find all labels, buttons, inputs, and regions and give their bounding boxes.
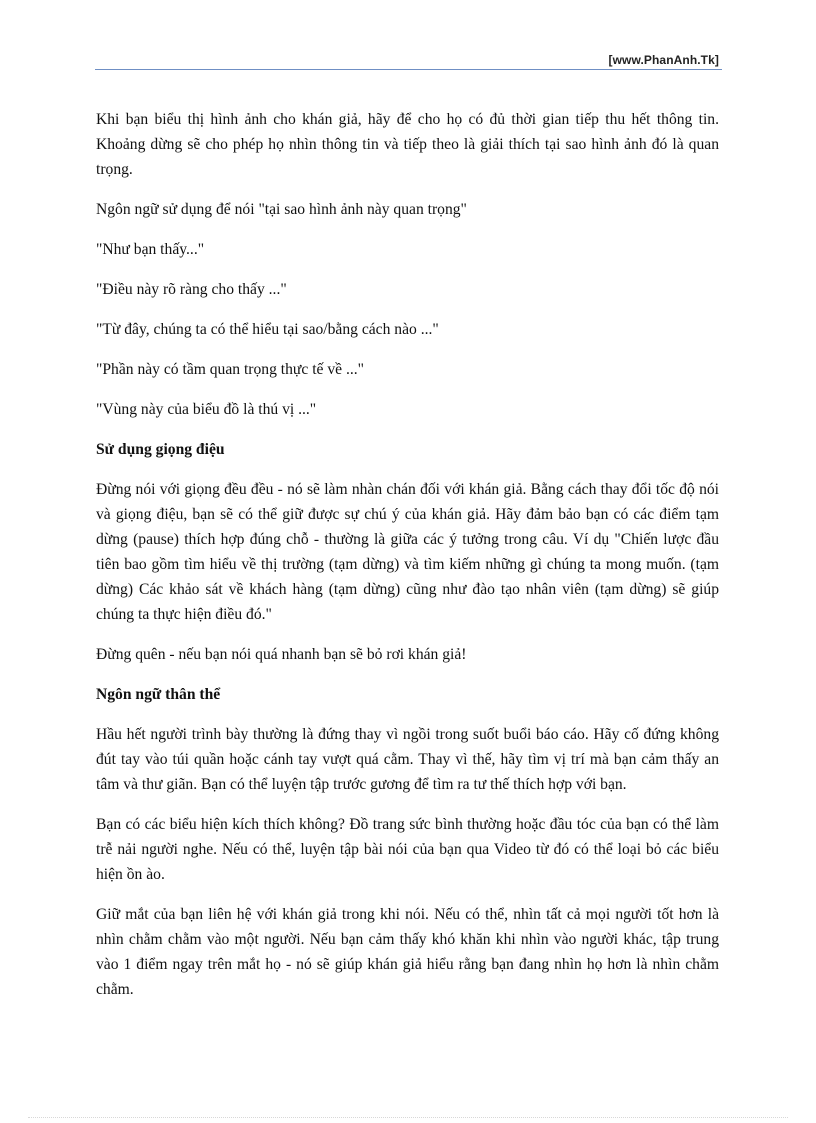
body-paragraph: Bạn có các biểu hiện kích thích không? Đồ trang sức bình thường hoặc đầu tóc của bạn có thể làm trễ nải người nghe. Nếu có thể, luyện tập bài nói của bạn qua Video từ đó có thể loại bỏ các biểu hiện ồn ào. bbox=[96, 816, 719, 883]
section-heading: Ngôn ngữ thân thể bbox=[96, 686, 221, 703]
example-phrase: "Vùng này của biểu đồ là thú vị ..." bbox=[96, 401, 317, 418]
body-paragraph: Đừng quên - nếu bạn nói quá nhanh bạn sẽ bỏ rơi khán giả! bbox=[96, 646, 467, 663]
example-phrase: "Điều này rõ ràng cho thấy ..." bbox=[96, 281, 287, 298]
example-phrase: "Phần này có tầm quan trọng thực tế về ..." bbox=[96, 361, 365, 378]
section-heading: Sử dụng giọng điệu bbox=[96, 441, 225, 458]
page-bottom-edge bbox=[28, 1117, 788, 1118]
body-paragraph: Ngôn ngữ sử dụng để nói "tại sao hình ảnh này quan trọng" bbox=[96, 201, 467, 218]
body-paragraph: Giữ mắt của bạn liên hệ với khán giả trong khi nói. Nếu có thể, nhìn tất cả mọi người tốt hơn là nhìn chằm chằm vào một người. Nếu bạn cảm thấy khó khăn khi nhìn vào người khác, tập trung vào 1 điểm ngay trên mắt họ - nó sẽ giúp khán giả hiểu rằng bạn đang nhìn họ hơn là nhìn chằm chằm. bbox=[96, 906, 719, 998]
body-paragraph: Khi bạn biểu thị hình ảnh cho khán giả, hãy để cho họ có đủ thời gian tiếp thu hết thông tin. Khoảng dừng sẽ cho phép họ nhìn thông tin và tiếp theo là giải thích tại sao hình ảnh đó là quan trọng. bbox=[96, 111, 719, 178]
document-body bbox=[96, 107, 719, 1017]
header-divider bbox=[95, 69, 722, 70]
body-paragraph: Hầu hết người trình bày thường là đứng thay vì ngồi trong suốt buổi báo cáo. Hãy cố đứng không đút tay vào túi quần hoặc cánh tay vượt quá cằm. Thay vì thế, hãy tìm vị trí mà bạn cảm thấy an tâm và thư giãn. Bạn có thể luyện tập trước gương để tìm ra tư thế thích hợp với bạn. bbox=[96, 726, 719, 793]
example-phrase: "Từ đây, chúng ta có thể hiểu tại sao/bằng cách nào ..." bbox=[96, 321, 439, 338]
body-paragraph: Đừng nói với giọng đều đều - nó sẽ làm nhàn chán đối với khán giả. Bằng cách thay đổi tốc độ nói và giọng điệu, bạn sẽ có thể giữ được sự chú ý của khán giả. Hãy đảm bảo bạn có các điểm tạm dừng (pause) thích hợp đúng chỗ - thường là giữa các ý tưởng trong câu. Ví dụ "Chiến lược đầu tiên bao gồm tìm hiểu về thị trường (tạm dừng) và tìm kiếm những gì chúng ta mong muốn. (tạm dừng) Các khảo sát về khách hàng (tạm dừng) cũng như đào tạo nhân viên (tạm dừng) sẽ giúp chúng ta thực hiện điều đó." bbox=[96, 481, 719, 623]
header-site-label: [www.PhanAnh.Tk] bbox=[608, 53, 719, 67]
example-phrase: "Như bạn thấy..." bbox=[96, 241, 205, 258]
